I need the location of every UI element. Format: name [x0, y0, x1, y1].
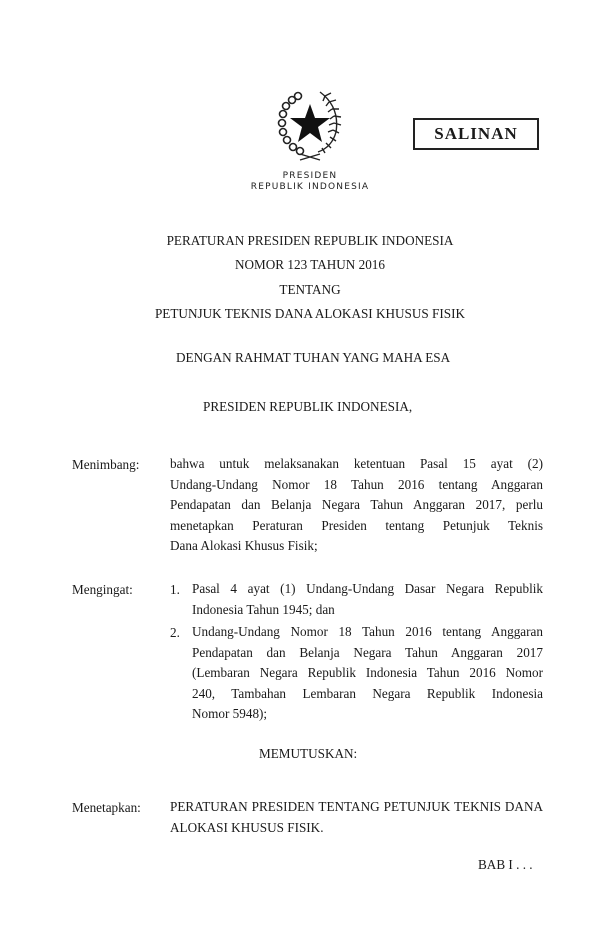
memutuskan-heading: MEMUTUSKAN:: [259, 746, 358, 761]
office-line-1: PRESIDEN: [282, 171, 338, 181]
mengingat-line: Pendapatan dan Belanja Negara Tahun Anggaran 2017: [192, 644, 543, 660]
mengingat-item-1: [192, 579, 543, 620]
mengingat-line: Nomor 5948);: [192, 706, 268, 721]
authority: PRESIDEN REPUBLIK INDONESIA,: [203, 399, 413, 414]
mengingat-line: Undang-Undang Nomor 18 Tahun 2016 tentang Anggaran: [192, 624, 543, 639]
menimbang-line: Pendapatan dan Belanja Negara Tahun Anggaran 2017, perlu: [170, 497, 543, 512]
mengingat-item-2-number: 2.: [170, 625, 180, 640]
menetapkan-line: ALOKASI KHUSUS FISIK.: [170, 819, 324, 835]
mengingat-item-1-number: 1.: [170, 582, 180, 597]
menetapkan-body: [170, 797, 543, 838]
mengingat-item-2: [192, 622, 543, 725]
mengingat-line: Indonesia Tahun 1945; dan: [192, 601, 335, 617]
menimbang-line: bahwa untuk melaksanakan ketentuan Pasal 15 ayat (2): [170, 456, 543, 471]
regulation-subject: PETUNJUK TEKNIS DANA ALOKASI KHUSUS FISIK: [154, 306, 466, 321]
page-continuation: BAB I . . .: [478, 857, 533, 872]
menimbang-line: menetapkan Peraturan Presiden tentang Petunjuk Teknis: [170, 517, 543, 533]
mengingat-label: Mengingat:: [72, 582, 133, 597]
regulation-tentang: TENTANG: [279, 282, 341, 297]
menimbang-label: Menimbang:: [72, 457, 140, 472]
presidential-star-emblem-icon: [270, 82, 350, 162]
menetapkan-line: PERATURAN PRESIDEN TENTANG PETUNJUK TEKNIS DANA: [170, 799, 543, 814]
regulation-title-line-1: PERATURAN PRESIDEN REPUBLIK INDONESIA: [166, 233, 454, 248]
menimbang-line: Undang-Undang Nomor 18 Tahun 2016 tentang Anggaran: [170, 476, 543, 492]
menimbang-body: [170, 454, 543, 557]
menimbang-line: Dana Alokasi Khusus Fisik;: [170, 538, 318, 553]
office-heading: [210, 171, 410, 193]
mengingat-line: (Lembaran Negara Republik Indonesia Tahun 2016 Nomor: [192, 665, 543, 680]
salinan-stamp: SALINAN: [413, 118, 539, 150]
office-line-2: REPUBLIK INDONESIA: [250, 182, 370, 192]
invocation: DENGAN RAHMAT TUHAN YANG MAHA ESA: [176, 350, 451, 365]
mengingat-line: Pasal 4 ayat (1) Undang-Undang Dasar Negara Republik: [192, 581, 543, 596]
mengingat-line: 240, Tambahan Lembaran Negara Republik Indonesia: [192, 685, 543, 701]
regulation-number: NOMOR 123 TAHUN 2016: [235, 257, 385, 272]
menetapkan-label: Menetapkan:: [72, 800, 141, 815]
